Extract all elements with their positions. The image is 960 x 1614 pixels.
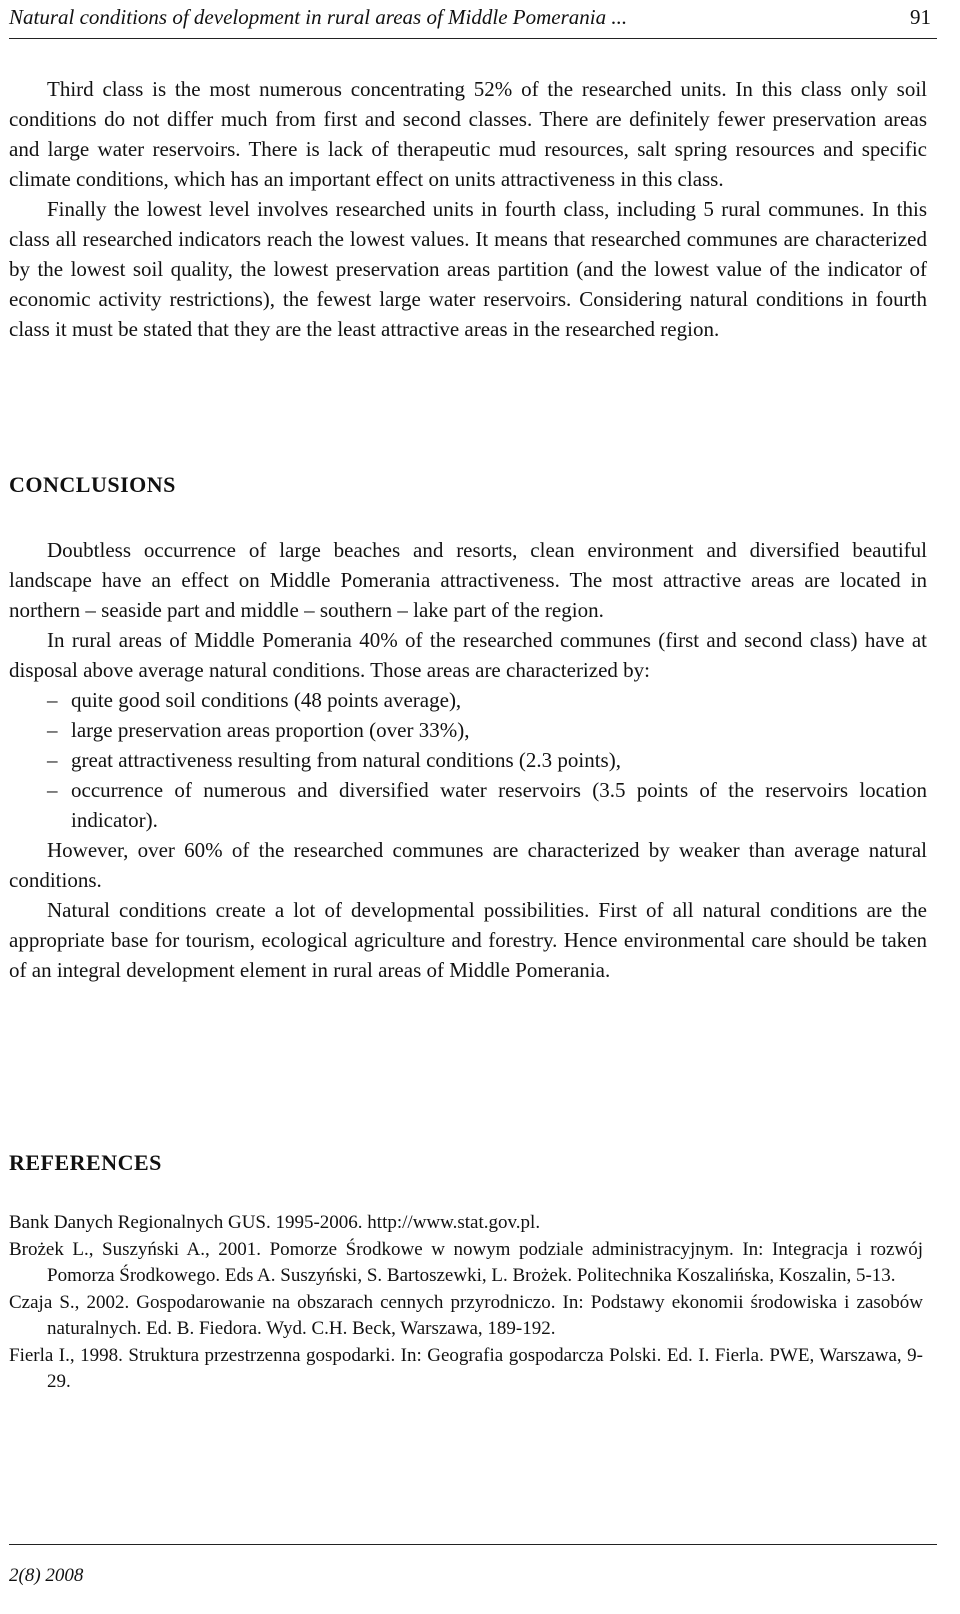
dash-marker: –: [47, 778, 58, 802]
list-item: [9, 715, 927, 745]
reference-item: Bank Danych Regionalnych GUS. 1995-2006. http://www.stat.gov.pl.: [9, 1212, 541, 1233]
references-heading: REFERENCES: [9, 1150, 162, 1175]
paragraph: In rural areas of Middle Pomerania 40% of the researched communes (first and second class) have at disposal above average natural conditions. Those areas are characterized by:: [9, 628, 927, 682]
issue-number: 2(8) 2008: [9, 1565, 84, 1586]
reference-item: Brożek L., Suszyński A., 2001. Pomorze Środkowe w nowym podziale administracyjnym. In: Integracja i rozwój Pomorza Środkowego. Eds A. Suszyński, S. Bartoszewki, L. Brożek. Politechnika Koszalińska, Koszalin, 5-13.: [9, 1238, 923, 1286]
page-number: 91: [910, 5, 931, 29]
list-item: [9, 685, 927, 715]
conclusions-heading: CONCLUSIONS: [9, 472, 176, 497]
paragraph: Natural conditions create a lot of developmental possibilities. First of all natural conditions are the appropriate base for tourism, ecological agriculture and forestry. Hence environmental care should be taken of an integral development element in rural areas of Middle Pomerania.: [9, 898, 927, 982]
conclusions-section: [9, 535, 927, 985]
paragraph: However, over 60% of the researched communes are characterized by weaker than average natural conditions.: [9, 838, 927, 892]
paragraph: Finally the lowest level involves researched units in fourth class, including 5 rural communes. In this class all researched indicators reach the lowest values. It means that researched communes are characterized by the lowest soil quality, the lowest preservation areas partition (and the lowest value of the indicator of economic activity restrictions), the fewest large water reservoirs. Considering natural conditions in fourth class it must be stated that they are the least attractive areas in the researched region.: [9, 197, 927, 341]
references-list: [9, 1210, 923, 1396]
list-item-text: occurrence of numerous and diversified water reservoirs (3.5 points of the reservoirs location indicator).: [71, 778, 927, 832]
list-item: [9, 775, 927, 835]
list-item: [9, 745, 927, 775]
paragraph: Third class is the most numerous concentrating 52% of the researched units. In this class only soil conditions do not differ much from first and second classes. There are definitely fewer preservation areas and large water reservoirs. There is lack of therapeutic mud resources, salt spring resources and specific climate conditions, which has an important effect on units attractiveness in this class.: [9, 77, 927, 191]
dash-marker: –: [47, 718, 58, 742]
bullet-list: [9, 685, 927, 835]
paragraph: Doubtless occurrence of large beaches and resorts, clean environment and diversified beautiful landscape have an effect on Middle Pomerania attractiveness. The most attractive areas are located in northern – seaside part and middle – southern – lake part of the region.: [9, 538, 927, 622]
running-head-title: Natural conditions of development in rural areas of Middle Pomerania ...: [9, 5, 628, 29]
reference-item: Czaja S., 2002. Gospodarowanie na obszarach cennych przyrodniczo. In: Podstawy ekonomii środowiska i zasobów naturalnych. Ed. B. Fiedora. Wyd. C.H. Beck, Warszawa, 189-192.: [9, 1291, 923, 1339]
list-item-text: quite good soil conditions (48 points average),: [71, 688, 462, 712]
dash-marker: –: [47, 748, 58, 772]
dash-marker: –: [47, 688, 58, 712]
running-head: [9, 4, 937, 38]
footer-rule: [9, 1544, 937, 1545]
header-rule: [9, 38, 937, 39]
list-item-text: large preservation areas proportion (over 33%),: [71, 718, 470, 742]
reference-item: Fierla I., 1998. Struktura przestrzenna gospodarki. In: Geografia gospodarcza Polski. Ed. I. Fierla. PWE, Warszawa, 9-29.: [9, 1344, 923, 1392]
intro-section: [9, 74, 927, 344]
list-item-text: great attractiveness resulting from natural conditions (2.3 points),: [71, 748, 621, 772]
